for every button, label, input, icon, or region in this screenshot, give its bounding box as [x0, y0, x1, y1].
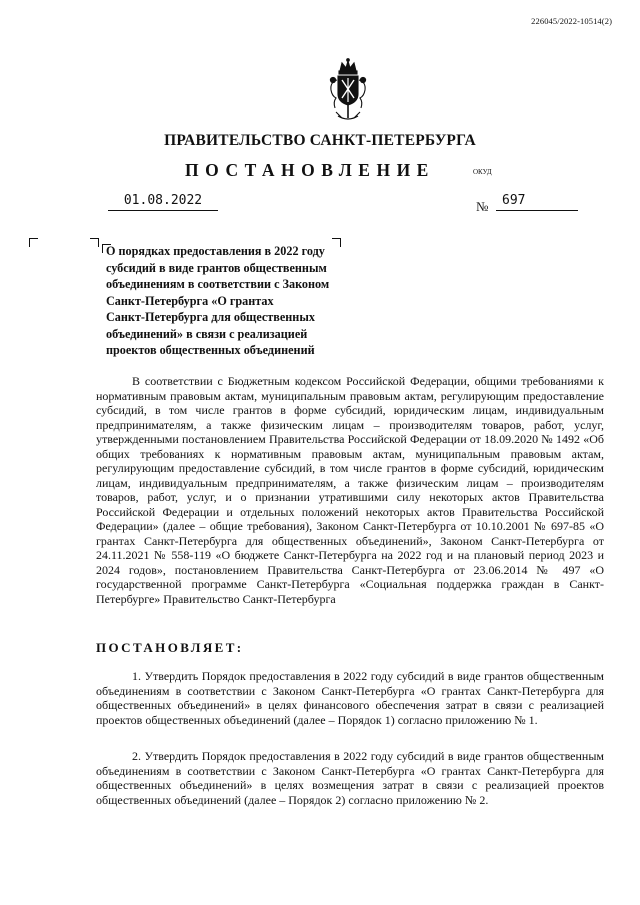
subject-line: Санкт-Петербурга для общественных — [106, 310, 315, 324]
subject-line: объединений» в связи с реализацией — [106, 326, 308, 341]
corner-mark — [29, 238, 38, 247]
subject-line: Санкт-Петербурга «О грантах — [106, 293, 274, 308]
resolves-heading: ПОСТАНОВЛЯЕТ: — [96, 640, 244, 655]
preamble-paragraph: В соответствии с Бюджетным кодексом Российской Федерации, общими требованиями к нормативным правовым актам, муниципальным правовым актам, регулирующим предоставление субсидий, в том числе грантов в форме субсидий, юридическим лицам, индивидуальным предпринимателям, а также физическим лицам – производителям товаров, работ, услуг, утвержденными постановлением Правительства Российской Федерации от 18.09.2020 № 1492 «Об общих требованиях к нормативным правовым актам, муниципальным правовым актам, регулирующим предоставление субсидий, в том числе грантов в форме субсидий, юридическим лицам, индивидуальным предпринимателям, а также физическим лицам – производителям товаров, работ, услуг, и о признании утратившими силу некоторых актов Правительства Российской Федерации и отдельных положений некоторых актов Правительства Российской Федерации» (далее – общие требования), Законом Санкт-Петербурга от 10.10.2001 № 697-85 «О грантах Санкт-Петербурга для общественных объединений», Законом Санкт-Петербурга от 24.11.2021 № 558-119 «О бюджете Санкт-Петербурга на 2022 год и на плановый период 2023 и 2024 годов», постановлением Правительства Санкт-Петербурга от 23.06.2014 № 497 «О государственной программе Санкт-Петербурга «Социальная поддержка граждан в Санкт-Петербурге» Правительство Санкт-Петербурга — [96, 374, 604, 606]
subject-line: О порядках предоставления в 2022 году — [106, 244, 325, 258]
subject-line: объединениям в соответствии с Законом — [106, 277, 330, 291]
subject-line: субсидий в виде грантов общественным — [106, 260, 327, 275]
decree-date: 01.08.2022 — [108, 193, 218, 211]
resolution-item-1: 1. Утвердить Порядок предоставления в 2022 году субсидий в виде грантов общественным объединениям в соответствии с Законом Санкт-Петербурга «О грантах Санкт-Петербурга для общественных объединений» в целях финансового обеспечения затрат в связи с реализацией проектов общественных объединений (далее – Порядок 1) согласно приложению № 1. — [96, 669, 604, 727]
okud-label: ОКУД — [473, 168, 492, 176]
spb-coat-of-arms-icon — [324, 58, 372, 124]
decree-title: ПОСТАНОВЛЕНИЕ — [185, 160, 435, 180]
government-name: ПРАВИТЕЛЬСТВО САНКТ-ПЕТЕРБУРГА — [164, 132, 476, 149]
subject-line: проектов общественных объединений — [106, 343, 315, 357]
corner-mark — [90, 238, 99, 247]
decree-subject — [106, 243, 346, 359]
decree-number: 697 — [496, 193, 578, 211]
resolution-item-2: 2. Утвердить Порядок предоставления в 2022 году субсидий в виде грантов общественным объединениям в соответствии с Законом Санкт-Петербурга «О грантах Санкт-Петербурга для общественных объединений» в целях возмещения затрат в связи с реализацией проектов общественных объединений (далее – Порядок 2) согласно приложению № 2. — [96, 749, 604, 807]
number-label: № — [476, 199, 489, 214]
document-code: 226045/2022-10514(2) — [531, 16, 612, 26]
